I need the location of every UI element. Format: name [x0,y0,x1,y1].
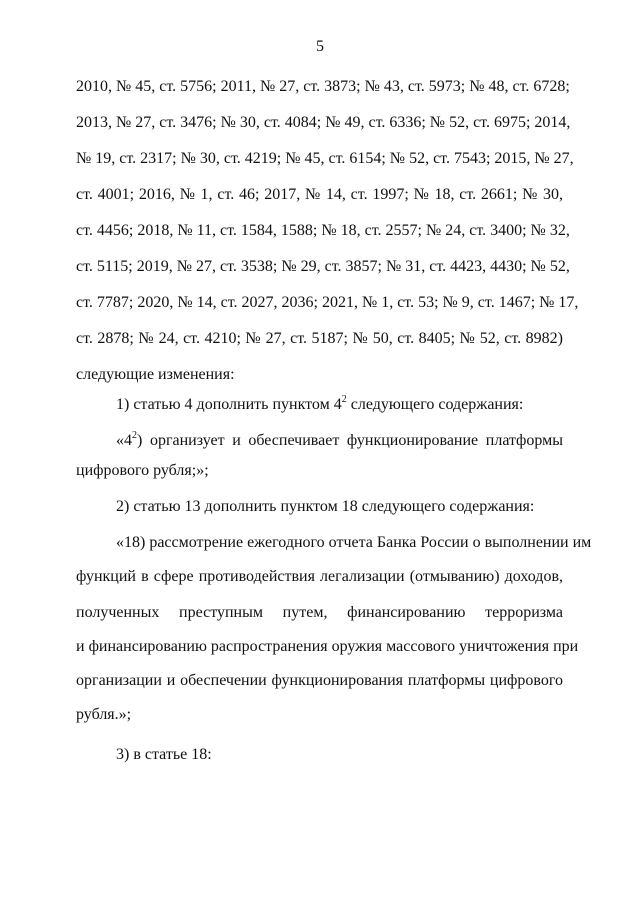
quote2-line: и финансированию распространения оружия массового уничтожения при [76,638,579,655]
quote1-line1 [76,431,563,451]
amendment-item-1 [76,395,563,415]
quote2-line: функций в сфере противодействия легализации (отмыванию) доходов, [76,568,563,585]
text-line: ст. 5115; 2019, № 27, ст. 3538; № 29, ст. 3857; № 31, ст. 4423, 4430; № 52, [76,258,570,275]
text-line: 2013, № 27, ст. 3476; № 30, ст. 4084; № 49, ст. 6336; № 52, ст. 6975; 2014, [76,114,571,131]
quote2-line: рубля.»; [76,706,132,723]
text-line: № 19, ст. 2317; № 30, ст. 4219; № 45, ст. 6154; № 52, ст. 7543; 2015, № 27, [76,150,574,167]
text-line: ст. 7787; 2020, № 14, ст. 2027, 2036; 2021, № 1, ст. 53; № 9, ст. 1467; № 17, [76,294,579,311]
quote2-line: организации и обеспечении функционирования платформы цифрового [76,672,563,689]
item1-suffix: следующего содержания: [346,396,524,413]
amendment-item-3: 3) в статье 18: [116,746,212,763]
text-line: ст. 4001; 2016, № 1, ст. 46; 2017, № 14, ст. 1997; № 18, ст. 2661; № 30, [76,186,563,203]
item1-prefix: 1) статью 4 дополнить пунктом 4 [116,396,342,413]
page-number: 5 [316,38,324,55]
text-line: ст. 2878; № 24, ст. 4210; № 27, ст. 5187; № 50, ст. 8405; № 52, ст. 8982) [76,330,563,347]
text-line: следующие изменения: [76,366,235,383]
quote1-superscript: 2 [132,430,137,441]
quote1-prefix: «4 [116,432,132,449]
text-line: ст. 4456; 2018, № 11, ст. 1584, 1588; № 18, ст. 2557; № 24, ст. 3400; № 32, [76,222,570,239]
quote1-line2: цифрового рубля;»; [76,462,209,479]
text-line: 2010, № 45, ст. 5756; 2011, № 27, ст. 3873; № 43, ст. 5973; № 48, ст. 6728; [76,78,570,95]
amendment-item-2: 2) статью 13 дополнить пунктом 18 следующего содержания: [116,498,535,515]
quote2-line: «18) рассмотрение ежегодного отчета Банка России о выполнении им [116,534,592,551]
quote1-suffix: ) организует и обеспечивает функционирование платформы [137,432,563,449]
quote2-line: полученных преступным путем, финансированию терроризма [76,604,563,621]
item1-superscript: 2 [341,394,347,405]
